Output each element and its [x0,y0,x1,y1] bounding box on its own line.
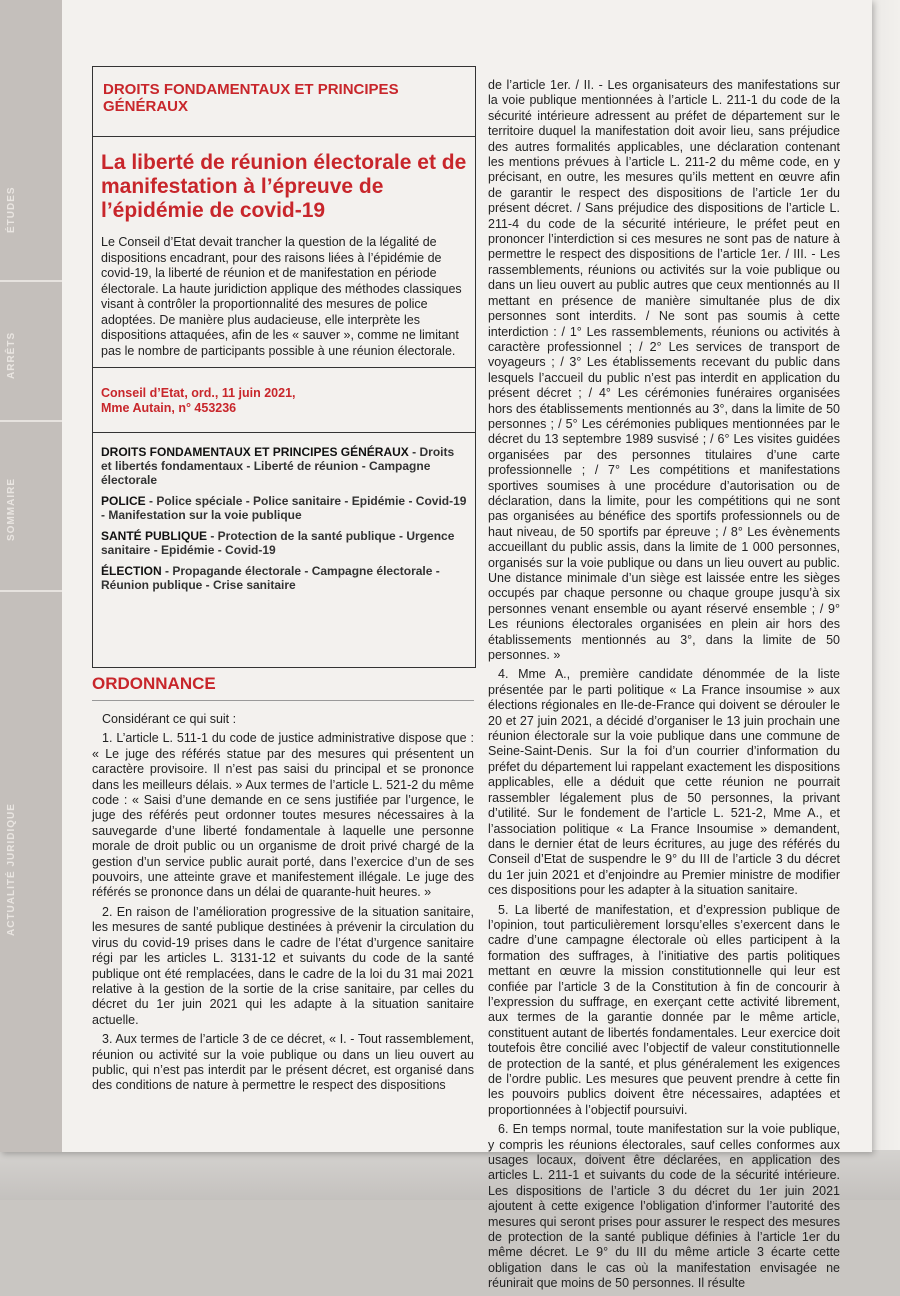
ordonnance-heading: ORDONNANCE [92,674,216,693]
keyword-terms: - Police spéciale - Police sanitaire - Epidémie - Covid-19 - Manifestation sur la voie publique [101,494,467,522]
headline-row [93,137,475,368]
margin-tab: ARRÊTS [6,331,17,379]
paragraph: 4. Mme A., première candidate dénommée de la liste présentée par le parti politique « La France insoumise » aux élections régionales en Ile-de-France qui doivent se dérouler le 20 et 27 juin 2021, a décidé d’organiser le 13 juin prochain une réunion électorale sur la voie publique dans une commune de Seine-Saint-Denis. Sur la foi d’un courrier d’information du préfet du département lui rappelant exactement les dispositions applicables, elle a déduit que cette réunion ne pourrait rassembler légalement plus de 50 personnes, la privant d’utilité. Sur le fondement de l’article L. 521-2, Mme A., et l’association politique « La France Insoumise » demandent, dans le dernier état de leurs écritures, au juge des référés du Conseil d’Etat de suspendre le 9° du III de l’article 3 du décret du 1er juin 2021 et d’enjoindre au Premier ministre de modifier ces dispositions pour les adapter à la situation sanitaire. [488,667,840,898]
margin-tab: ACTUALITÉ JURIDIQUE [6,803,17,937]
keyword-heading: POLICE [101,494,146,508]
reference-line: Mme Autain, n° 453236 [101,401,237,415]
summary-box [92,66,476,668]
keyword-entry [101,564,467,592]
paragraph: 1. L’article L. 511-1 du code de justice administrative dispose que : « Le juge des référés statue par des mesures qui présentent un caractère provisoire. Il n’est pas saisi du principal et se prononce dans les meilleurs délais. » Aux termes de l’article L. 521-2 du même code : « Saisi d’une demande en ce sens justifiée par l’urgence, le juge des référés peut ordonner toutes mesures nécessaires à la sauvegarde d’une liberté fondamentale à laquelle une personne morale de droit public ou un organisme de droit privé chargé de la gestion d’un service public aurait porté, dans l’exercice d’un de ses pouvoirs, une atteinte grave et manifestement illégale. Le juge des référés se prononce dans un délai de quarante-huit heures. » [92,731,474,900]
keyword-heading: SANTÉ PUBLIQUE [101,529,208,543]
keyword-entry [101,529,467,557]
keyword-heading: ÉLECTION [101,564,162,578]
paragraph: 6. En temps normal, toute manifestation sur la voie publique, y compris les réunions électorales, sauf celles conformes aux usages locaux, doivent être déclarées, en application des articles L. 211-1 et suivants du code de la sécurité intérieure. Les dispositions de l’article 3 du décret du 1er juin 2021 ajoutent à cette exigence l’obligation d’informer l’autorité des mesures qui seront prises pour assurer le respect des mesures de protection de la santé publique définies à l’article 1er du même décret. Le 9° du III du même article 3 écarte cette obligation dans le cas où la manifestation envisagée ne réunirait que moins de 50 personnes. Il résulte [488,1122,840,1291]
margin-separator [0,590,62,592]
paragraph: 3. Aux termes de l’article 3 de ce décret, « I. - Tout rassemblement, réunion ou activité sur la voie publique ou dans un lieu ouvert au public, qui n’est pas interdit par le présent décret, est organisé dans des conditions de nature à permettre le respect des dispositions [92,1032,474,1093]
margin-tab: SOMMAIRE [6,478,17,542]
keyword-terms: - Droits et libertés fondamentaux - Liberté de réunion - Campagne électorale [101,445,455,487]
section-kicker: DROITS FONDAMENTAUX ET PRINCIPES GÉNÉRAUX [103,81,399,115]
paragraph: Considérant ce qui suit : [102,712,237,726]
article-summary: Le Conseil d’Etat devait trancher la question de la légalité de dispositions encadrant, pour des raisons liées à l’épidémie de covid-19, la liberté de réunion et de manifestation en période électorale. La haute juridiction applique des méthodes classiques visant à contrôler la proportionnalité des mesures de police adoptées. De manière plus audacieuse, elle interprète les dispositions attaquées, afin de les « sauver », comme ne limitant pas le nombre de participants possible à une réunion électorale. [101,235,462,358]
paragraph: 5. La liberté de manifestation, et d’expression publique de l’opinion, tout particulièrement lorsqu’elles s’exercent dans le cadre d’une campagne électorale où elles participent à la formation des suffrages, à l’initiative des partis politiques mettant en œuvre la mission constitutionnelle qui leur est confiée par l’article 3 de la Constitution à fin de concourir à l’expression du suffrage, en exerçant cette activité librement, aux termes de la garantie donnée par le même article, constituent autant de libertés fondamentales. Leur exercice doit toutefois être concilié avec l’objectif de valeur constitutionnelle de protection de la santé, et plus généralement les exigences de l’ordre public. Les mesures que peuvent prendre à cette fin les pouvoirs publics doivent être nécessaires, adaptées et proportionnées à l’objectif poursuivi. [488,902,840,1117]
decision-reference [93,368,475,433]
keyword-heading: DROITS FONDAMENTAUX ET PRINCIPES GÉNÉRAUX [101,445,409,459]
heading-divider [92,700,474,701]
keyword-entry [101,494,467,522]
paragraph: 2. En raison de l’amélioration progressive de la situation sanitaire, les mesures de santé publique destinées à prévenir la circulation du virus du covid-19 prises dans le cadre de l’état d’urgence sanitaire régi par les articles L. 3131-12 et suivants du code de la santé publique ont été remplacées, dans le cadre de la loi du 31 mai 2021 relative à la gestion de la sortie de la crise sanitaire, par celles du décret du 1er juin 2021 qui les adapte à la situation sanitaire actuelle. [92,904,474,1027]
keyword-entry [101,445,467,487]
margin-strip [0,0,62,1152]
kicker-row [93,67,475,137]
keyword-terms: - Protection de la santé publique - Urgence sanitaire - Epidémie - Covid-19 [101,529,455,557]
left-column-text [92,712,474,1098]
margin-separator [0,420,62,422]
margin-tab: ÉTUDES [6,186,17,234]
article-headline: La liberté de réunion électorale et de manifestation à l’épreuve de l’épidémie de covid-19 [101,151,467,222]
right-column-text [488,78,840,1296]
keyword-terms: - Propagande électorale - Campagne électorale - Réunion publique - Crise sanitaire [101,564,440,592]
reference-line: Conseil d’Etat, ord., 11 juin 2021, [101,386,296,400]
paragraph: de l’article 1er. / II. - Les organisateurs des manifestations sur la voie publique mentionnées à l’article L. 211-1 du code de la sécurité intérieure adressent au préfet de département sur le territoire duquel la manifestation doit avoir lieu, sans préjudice des autres formalités applicables, une déclaration contenant les mentions prévues à l’article L. 211-2 du même code, en y précisant, en outre, les mesures qu’ils mettent en œuvre afin de garantir le respect des dispositions de l’article 1er du présent décret. / Sans préjudice des dispositions de l’article L. 211-4 du code de la sécurité intérieure, le préfet peut en prononcer l’interdiction si ces mesures ne sont pas de nature à permettre le respect des dispositions de l’article 1er. / III. - Les rassemblements, réunions ou activités sur la voie publique ou dans un lieu ouvert au public autres que ceux mentionnés au II mettant en présence de manière simultanée plus de dix personnes sont interdits. / Ne sont pas soumis à cette interdiction : / 1° Les rassemblements, réunions ou activités à caractère professionnel ; / 2° Les services de transport de voyageurs ; / 3° Les établissements recevant du public dans lesquels l’accueil du public n’est pas interdit en application du présent décret ; / 4° Les cérémonies funéraires organisées hors des établissements mentionnés au 3°, dans la limite de 50 personnes ; / 5° Les cérémonies publiques mentionnées par le décret du 13 septembre 1989 susvisé ; / 6° Les visites guidées organisées par des personnes titulaires d’une carte professionnelle ; / 7° Les compétitions et manifestations sportives soumises à une procédure d’autorisation ou de déclaration, dans la limite, pour les compétitions qui ne sont pas organisées au bénéfice des sportifs professionnels ou de haut niveau, de 50 sportifs par épreuve ; / 8° Les évènements accueillant du public assis, dans la limite de 1 000 personnes, organisés sur la voie publique ou dans un lieu ouvert au public. Une distance minimale d’un siège est laissée entre les sièges occupés par chaque personne ou chaque groupe jusqu’à six personnes venant ensemble ou ayant réservé ensemble ; / 9° Les réunions électorales organisées en plein air hors des établissements mentionnés au 3°, dans la limite de 50 personnes. » [488,78,840,663]
margin-separator [0,280,62,282]
keywords-block [93,433,475,607]
